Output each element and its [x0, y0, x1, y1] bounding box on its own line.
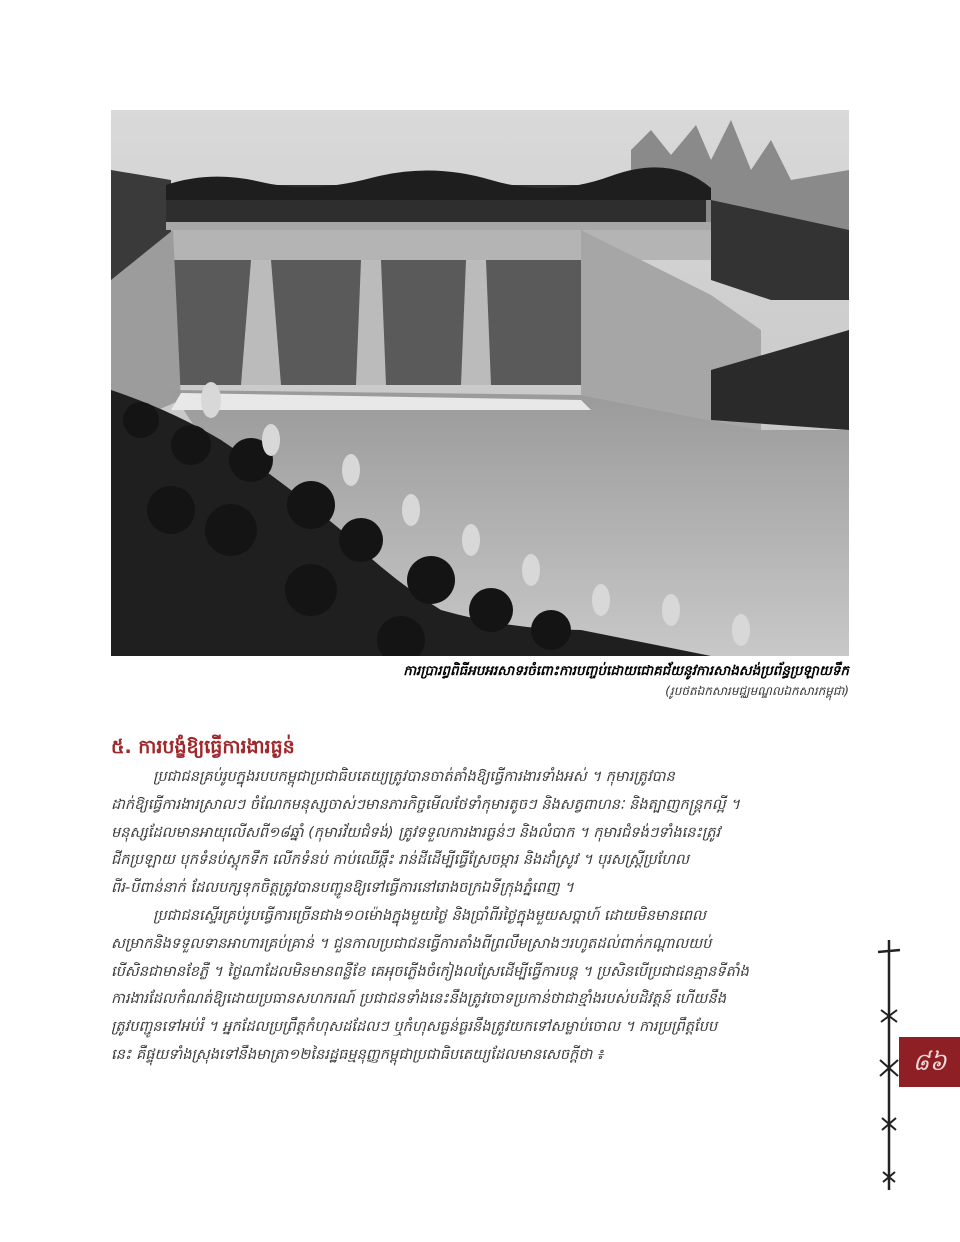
paragraph-line: ប្រជាជនគ្រប់រូបក្នុងរបបកម្ពុជាប្រជាធិបតេយ្យត្រូវបានចាត់តាំងឱ្យធ្វើការងារទាំងអស់ ។ កុមារត្រូវបាន [153, 768, 675, 785]
section-heading [111, 733, 859, 761]
section-number: ៥. [111, 736, 132, 758]
paragraph-line: បើសិនជាមានខែភ្លឺ ។ ថ្ងៃណាដែលមិនមានពន្លឺខែ គេអុចភ្លើងចំកៀងលស្រែដើម្បីធ្វើការបន្ត ។ ប្រសិនបើប្រជាជនគ្មានទីតាំង [111, 962, 749, 980]
section-title: ការបង្ខំឱ្យធ្វើការងារធ្ងន់ [138, 736, 295, 758]
paragraph-line: ដាក់ឱ្យធ្វើការងារស្រាលៗ ចំណែកមនុស្សចាស់ៗមានភារកិច្ចមើលថែទាំកុមារតូចៗ និងសត្វពាហនៈ និងត្បាញកន្ត្រកល្អី ។ [111, 795, 740, 813]
section-forced-labor [111, 733, 859, 1069]
paragraph-line: ត្រូវបញ្ជូនទៅអប់រំ ។ អ្នកដែលប្រព្រឹត្តកំហុសដដែលៗ ឬកំហុសធ្ងន់ធ្ងរនឹងត្រូវយកទៅសម្លាប់ចោល ។ ការប្រព្រឹត្តបែប [111, 1018, 718, 1036]
paragraph-line: នេះ គឺផ្ទុយទាំងស្រុងទៅនឹងមាត្រា១២នៃរដ្ឋធម្មនុញ្ញកម្ពុជាប្រជាធិបតេយ្យដែលមានសេចក្តីថា ៖ [111, 1045, 604, 1063]
paragraph-line: ប្រជាជនស្ទើរគ្រប់រូបធ្វើការច្រើនជាង១០ម៉ោងក្នុងមួយថ្ងៃ និងប្រាំពីរថ្ងៃក្នុងមួយសប្តាហ៍ ដោយមិនមានពេល [153, 906, 706, 924]
paragraph-2 [111, 902, 859, 1069]
page-number: ៨៦ [912, 1048, 947, 1076]
caption-credit: (រូបថតឯកសារមជ្ឈមណ្ឌលឯកសារកម្ពុជា) [665, 684, 849, 698]
photo-caption [111, 660, 849, 700]
paragraph-line: ការងារដែលកំណត់ឱ្យដោយប្រធានសហករណ៍ ប្រជាជនទាំងនេះនឹងត្រូវចោទប្រកាន់ថាជាខ្មាំងរបស់បដិវត្តន៍ ហើយនឹង [111, 990, 726, 1008]
caption-title: ការប្រារព្ធពិធីអបអរសាទរចំពោះការបញ្ចប់ដោយជោគជ័យនូវការសាងសង់ប្រព័ន្ធប្រឡាយទឹក [403, 663, 849, 679]
paragraph-line: ពីរ-បីពាន់នាក់ ដែលបក្សទុកចិត្តត្រូវបានបញ្ជូនឱ្យទៅធ្វើការនៅរោងចក្រឯទីក្រុងភ្នំពេញ ។ [111, 879, 574, 897]
paragraph-line: ជីកប្រឡាយ បុកទំនប់ស្តុកទឹក លើកទំនប់ កាប់ឈើឆ្កឹះ រាន់ដីដើម្បីធ្វើស្រែចម្ការ និងដាំស្រូវ ។ បុរសស្ត្រីប្រហែល [111, 851, 690, 869]
paragraph-line: មនុស្សដែលមានអាយុលើសពី១៨ឆ្នាំ (កុមារវ័យជំទង់) ត្រូវទទួលការងារធ្ងន់ៗ និងលំបាក ។ កុមារជំទង់ៗទាំងនេះត្រូវ [111, 823, 721, 841]
paragraph-line: សម្រាកនិងទទួលទានអាហារគ្រប់គ្រាន់ ។ ជួនកាលប្រជាជនធ្វើការតាំងពីព្រលឹមស្រាងៗរហូតដល់ពាក់កណ្តាលយប់ [111, 934, 712, 952]
page-number-box [899, 1037, 960, 1087]
dam-celebration-photo [111, 110, 849, 656]
paragraph-1 [111, 763, 859, 902]
